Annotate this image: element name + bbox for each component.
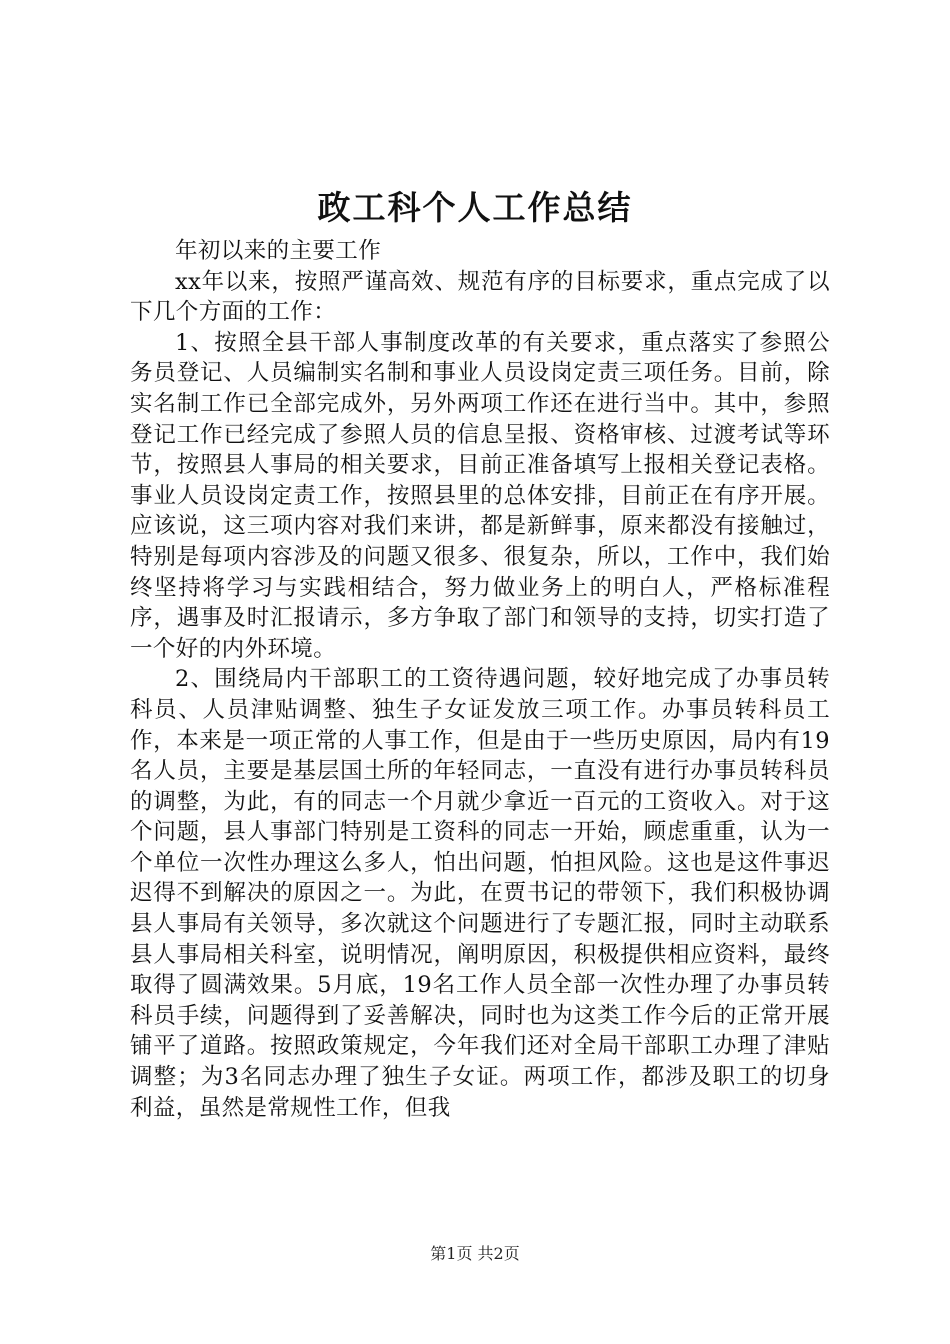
page-number-footer: 第1页 共2页: [430, 1244, 520, 1263]
paragraph-item-1: 1、按照全县干部人事制度改革的有关要求，重点落实了参照公务员登记、人员编制实名制和事业人员设岗定责三项任务。目前，除实名制工作已全部完成外，另外两项工作还在进行当中。其中，参照登记工作已经完成了参照人员的信息呈报、资格审核、过渡考试等环节，按照县人事局的相关要求，目前正准备填写上报相关登记表格。事业人员设岗定责工作，按照县里的总体安排，目前正在有序开展。应该说，这三项内容对我们来讲，都是新鲜事，原来都没有接触过，特别是每项内容涉及的问题又很多、很复杂，所以，工作中，我们始终坚持将学习与实践相结合，努力做业务上的明白人，严格标准程序，遇事及时汇报请示，多方争取了部门和领导的支持，切实打造了一个好的内外环境。: [130, 329, 830, 662]
document-body: [130, 236, 830, 1123]
paragraph-item-2: 2、围绕局内干部职工的工资待遇问题，较好地完成了办事员转科员、人员津贴调整、独生子女证发放三项工作。办事员转科员工作，本来是一项正常的人事工作，但是由于一些历史原因，局内有19名人员，主要是基层国土所的年轻同志，一直没有进行办事员转科员的调整，为此，有的同志一个月就少拿近一百元的工资收入。对于这个问题，县人事部门特别是工资科的同志一开始，顾虑重重，认为一个单位一次性办理这么多人，怕出问题，怕担风险。这也是这件事迟迟得不到解决的原因之一。为此，在贾书记的带领下，我们积极协调县人事局有关领导，多次就这个问题进行了专题汇报，同时主动联系县人事局相关科室，说明情况，阐明原因，积极提供相应资料，最终取得了圆满效果。5月底，19名工作人员全部一次性办理了办事员转科员手续，问题得到了妥善解决，同时也为这类工作今后的正常开展铺平了道路。按照政策规定，今年我们还对全局干部职工办理了津贴调整；为3名同志办理了独生子女证。两项工作，都涉及职工的切身利益，虽然是常规性工作，但我: [130, 666, 830, 1121]
document-title: 政工科个人工作总结: [317, 188, 633, 227]
paragraph-intro: xx年以来，按照严谨高效、规范有序的目标要求，重点完成了以下几个方面的工作：: [130, 268, 830, 326]
paragraph-heading: 年初以来的主要工作: [175, 238, 382, 264]
